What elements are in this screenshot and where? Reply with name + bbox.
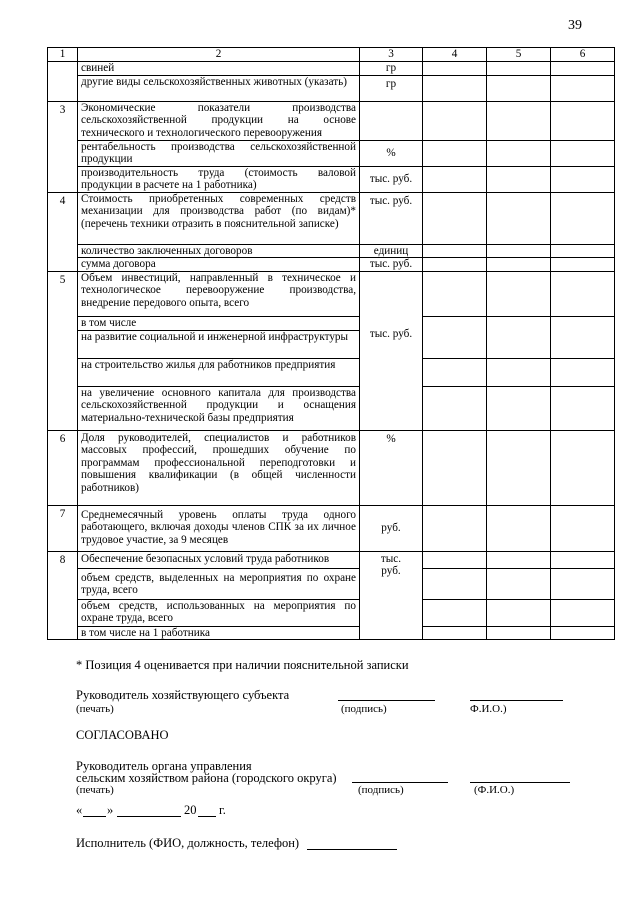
- section-number: 3: [48, 101, 78, 192]
- table-row: [48, 75, 615, 101]
- agreed-heading: СОГЛАСОВАНО: [76, 728, 169, 742]
- sign-title: Руководитель органа управления: [76, 759, 252, 773]
- header-cell: 4: [423, 48, 487, 62]
- header-cell: 5: [487, 48, 551, 62]
- year-line: [198, 816, 216, 817]
- row-text: свиней: [78, 62, 360, 76]
- header-cell: 2: [78, 48, 360, 62]
- table-row: [48, 258, 615, 272]
- table-row: [48, 626, 615, 640]
- table-row: [48, 316, 615, 330]
- stamp-label: (печать): [76, 784, 114, 796]
- report-table: [47, 47, 615, 640]
- section-number: 5: [48, 271, 78, 430]
- signature-label: (подпись): [358, 784, 404, 796]
- header-row: [48, 48, 615, 62]
- row-unit: тыс. руб.: [360, 166, 423, 192]
- quote-close: »: [107, 803, 114, 817]
- section-title: Обеспечение безопасных условий труда работников: [78, 551, 360, 568]
- section-title: Объем инвестиций, направленный в техническое и технологическое перевооружение производства, внедрение передового опыта, всего: [78, 271, 360, 316]
- row-text: на увеличение основного капитала для производства сельскохозяйственной продукции и оснащения материально-технической базы предприятия: [78, 386, 360, 430]
- name-label: Ф.И.О.): [470, 703, 507, 715]
- sign-subtitle: сельским хозяйством района (городского округа): [76, 771, 337, 785]
- header-cell: 1: [48, 48, 78, 62]
- page-number: 39: [568, 18, 582, 33]
- footnote: * Позиция 4 оценивается при наличии пояснительной записки: [76, 658, 409, 672]
- section-title: Среднемесячный уровень оплаты труда одного работающего, включая доходы членов СПК за их личное трудовое участие, за 9 месяцев: [78, 505, 360, 551]
- section-row: [48, 192, 615, 244]
- header-cell: 6: [551, 48, 615, 62]
- signature-line: [352, 782, 448, 783]
- section-title: Экономические показатели производства сельскохозяйственной продукции на основе технического и технологического перевооружения: [78, 101, 360, 140]
- table-row: [48, 62, 615, 76]
- row-unit: тыс. руб.: [360, 192, 423, 244]
- name-line: [470, 700, 563, 701]
- signature-line: [338, 700, 435, 701]
- header-cell: 3: [360, 48, 423, 62]
- row-text: другие виды сельскохозяйственных животных (указать): [78, 75, 360, 101]
- row-text: сумма договора: [78, 258, 360, 272]
- section-number: 7: [48, 505, 78, 551]
- table-row: [48, 244, 615, 258]
- table-row: [48, 568, 615, 599]
- row-unit: гр: [360, 75, 423, 101]
- section-row: [48, 430, 615, 505]
- quote-open: «: [76, 803, 83, 817]
- signature-label: (подпись): [341, 703, 387, 715]
- section-row: [48, 551, 615, 568]
- stamp-label: (печать): [76, 703, 114, 715]
- row-unit: руб.: [360, 505, 423, 551]
- section-row: [48, 505, 615, 551]
- section-number: 4: [48, 192, 78, 271]
- executor-label: Исполнитель (ФИО, должность, телефон): [76, 836, 300, 850]
- row-text: объем средств, использованных на мероприятия по охране труда, всего: [78, 599, 360, 626]
- name-line: [470, 782, 570, 783]
- section-number: 6: [48, 430, 78, 505]
- row-unit: тыс. руб.: [360, 271, 423, 430]
- section-row: [48, 271, 615, 316]
- sign-title: Руководитель хозяйствующего субъекта: [76, 688, 290, 702]
- table-row: [48, 140, 615, 166]
- day-line: [83, 816, 106, 817]
- row-text: в том числе: [78, 316, 360, 330]
- table-row: [48, 599, 615, 626]
- table-row: [48, 386, 615, 430]
- row-unit: %: [360, 140, 423, 166]
- row-unit: гр: [360, 62, 423, 76]
- row-text: рентабельность производства сельскохозяйственной продукции: [78, 140, 360, 166]
- row-text: в том числе на 1 работника: [78, 626, 360, 640]
- row-text: производительность труда (стоимость валовой продукции в расчете на 1 работника): [78, 166, 360, 192]
- section-title: Стоимость приобретенных современных средств механизации для производства работ (по видам)* (перечень техники отразить в пояснительной записке): [78, 192, 360, 244]
- section-title: Доля руководителей, специалистов и работников массовых профессий, прошедших обучение по программам профессиональной переподготовки и повышения квалификации (в общей численности работников): [78, 430, 360, 505]
- section-number: 8: [48, 551, 78, 640]
- row-text: на развитие социальной и инженерной инфраструктуры: [78, 330, 360, 358]
- table-row: [48, 166, 615, 192]
- section-row: [48, 101, 615, 140]
- name-label: (Ф.И.О.): [474, 784, 515, 796]
- row-unit: тыс. руб.: [360, 551, 423, 640]
- row-text: на строительство жилья для работников предприятия: [78, 358, 360, 386]
- row-unit: единиц: [360, 244, 423, 258]
- month-line: [117, 816, 181, 817]
- executor-line: [307, 849, 397, 850]
- year-suffix: г.: [219, 803, 226, 817]
- year-prefix: 20: [184, 803, 197, 817]
- row-text: объем средств, выделенных на мероприятия по охране труда, всего: [78, 568, 360, 599]
- row-text: количество заключенных договоров: [78, 244, 360, 258]
- row-unit: %: [360, 430, 423, 505]
- row-unit: тыс. руб.: [360, 258, 423, 272]
- table-row: [48, 358, 615, 386]
